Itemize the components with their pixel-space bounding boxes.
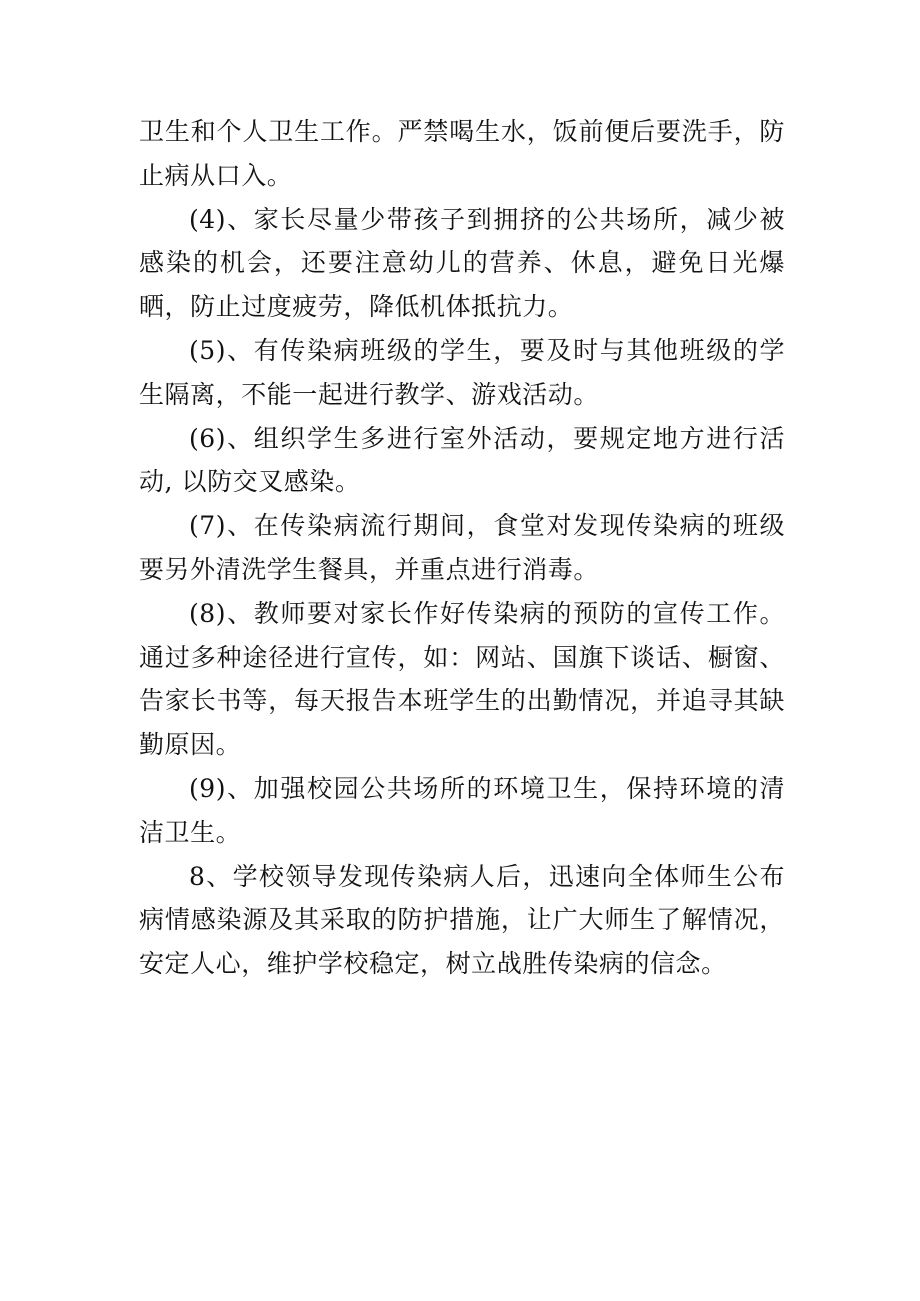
- paragraph-continuation: 卫生和个人卫生工作。严禁喝生水，饭前便后要洗手，防止病从口入。: [139, 117, 785, 190]
- paragraph-section-8: 8、学校领导发现传染病人后，迅速向全体师生公布病情感染源及其采取的防护措施，让广大师生了解情况，安定人心，维护学校稳定，树立战胜传染病的信念。: [139, 861, 785, 979]
- paragraph-item-9: (9)、加强校园公共场所的环境卫生，保持环境的清洁卫生。: [139, 773, 785, 847]
- paragraph-item-5: (5)、有传染病班级的学生，要及时与其他班级的学生隔离，不能一起进行教学、游戏活动。: [139, 335, 785, 409]
- paragraph-item-4: (4)、家长尽量少带孩子到拥挤的公共场所，减少被感染的机会，还要注意幼儿的营养、休息，避免日光爆晒，防止过度疲劳，降低机体抵抗力。: [139, 204, 785, 322]
- paragraph-item-8: (8)、教师要对家长作好传染病的预防的宣传工作。通过多种途径进行宣传，如：网站、国旗下谈话、橱窗、告家长书等，每天报告本班学生的出勤情况，并追寻其缺勤原因。: [139, 598, 785, 760]
- paragraph-item-7: (7)、在传染病流行期间，食堂对发现传染病的班级要另外清洗学生餐具，并重点进行消毒。: [139, 511, 785, 584]
- paragraph-item-6: (6)、组织学生多进行室外活动，要规定地方进行活动, 以防交叉感染。: [139, 423, 785, 497]
- document-body: [139, 110, 785, 986]
